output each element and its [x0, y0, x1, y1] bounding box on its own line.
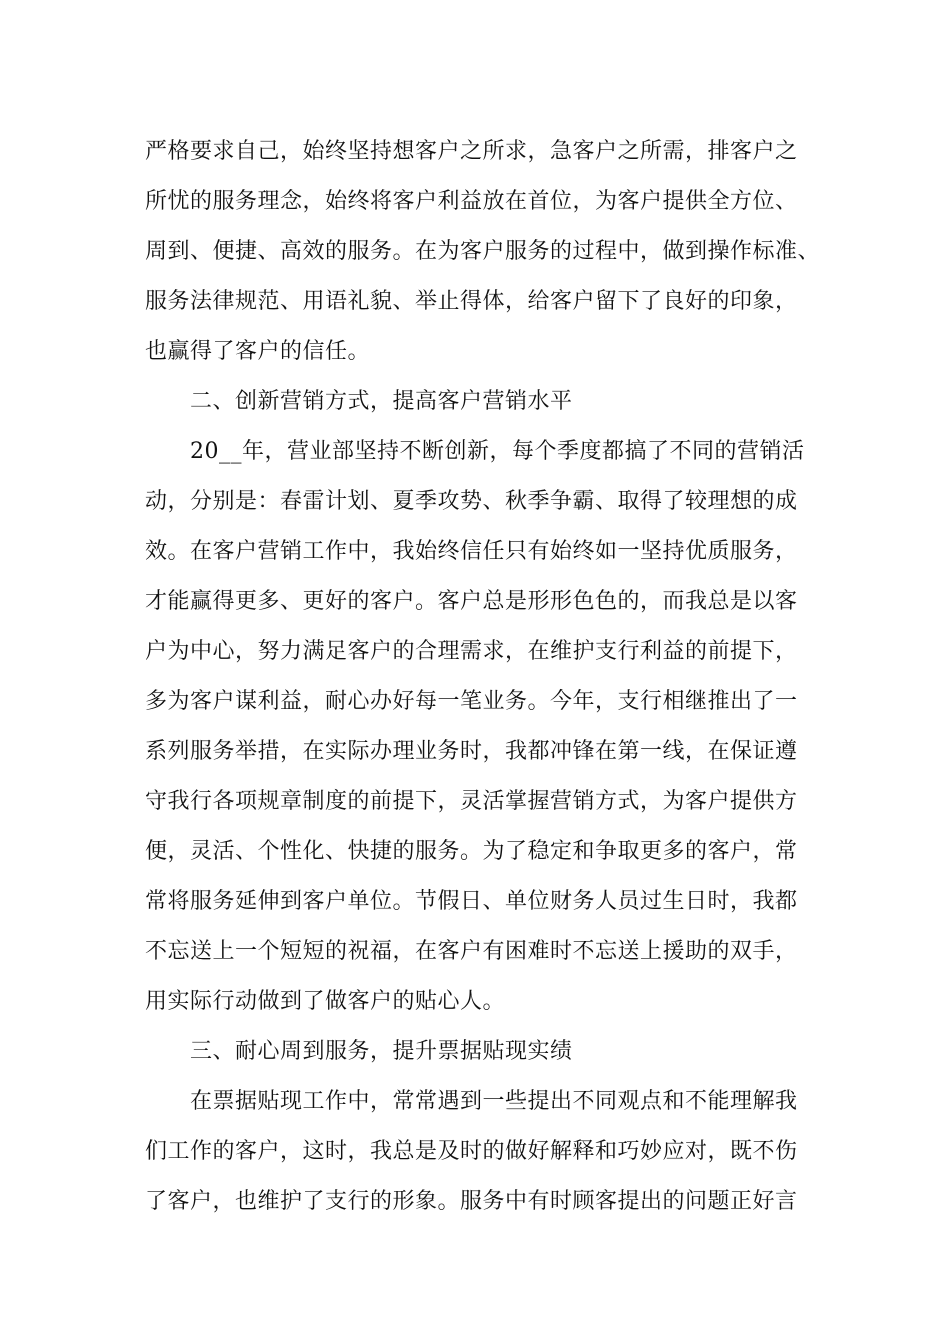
paragraph-1-line: 所忧的服务理念，始终将客户利益放在首位，为客户提供全方位、 [145, 189, 798, 214]
paragraph-2-line: 户为中心，努力满足客户的合理需求，在维护支行利益的前提下， [145, 639, 798, 664]
paragraph-2-line: 用实际行动做到了做客户的贴心人。 [145, 989, 506, 1014]
paragraph-1-line: 也赢得了客户的信任。 [145, 339, 371, 364]
paragraph-2-line: 常将服务延伸到客户单位。节假日、单位财务人员过生日时，我都 [145, 889, 798, 914]
paragraph-2-line: 才能赢得更多、更好的客户。客户总是形形色色的，而我总是以客 [145, 589, 798, 614]
paragraph-1-line: 周到、便捷、高效的服务。在为客户服务的过程中，做到操作标准、 [145, 239, 821, 264]
paragraph-3-line: 在票据贴现工作中，常常遇到一些提出不同观点和不能理解我 [190, 1089, 798, 1114]
paragraph-2-line: 多为客户谋利益，耐心办好每一笔业务。今年，支行相继推出了一 [145, 689, 798, 714]
paragraph-2-line: 系列服务举措，在实际办理业务时，我都冲锋在第一线，在保证遵 [145, 739, 798, 764]
paragraph-2-line: 便，灵活、个性化、快捷的服务。为了稳定和争取更多的客户，常 [145, 839, 798, 864]
paragraph-2-line: 不忘送上一个短短的祝福，在客户有困难时不忘送上援助的双手， [145, 939, 798, 964]
paragraph-2-line: 守我行各项规章制度的前提下，灵活掌握营销方式，为客户提供方 [145, 789, 798, 814]
paragraph-2-line: 20__年，营业部坚持不断创新，每个季度都搞了不同的营销活 [190, 439, 805, 464]
paragraph-3-line: 了客户，也维护了支行的形象。服务中有时顾客提出的问题正好言 [145, 1189, 798, 1214]
paragraph-1-line: 严格要求自己，始终坚持想客户之所求，急客户之所需，排客户之 [145, 139, 798, 164]
paragraph-2-line: 动，分别是：春雷计划、夏季攻势、秋季争霸、取得了较理想的成 [145, 489, 798, 514]
paragraph-1-line: 服务法律规范、用语礼貌、举止得体，给客户留下了良好的印象， [145, 289, 798, 314]
section-heading: 二、创新营销方式，提高客户营销水平 [190, 389, 573, 414]
paragraph-3-line: 们工作的客户，这时，我总是及时的做好解释和巧妙应对，既不伤 [145, 1139, 798, 1164]
section-heading: 三、耐心周到服务，提升票据贴现实绩 [190, 1039, 573, 1064]
paragraph-2-line: 效。在客户营销工作中，我始终信任只有始终如一坚持优质服务， [145, 539, 798, 564]
